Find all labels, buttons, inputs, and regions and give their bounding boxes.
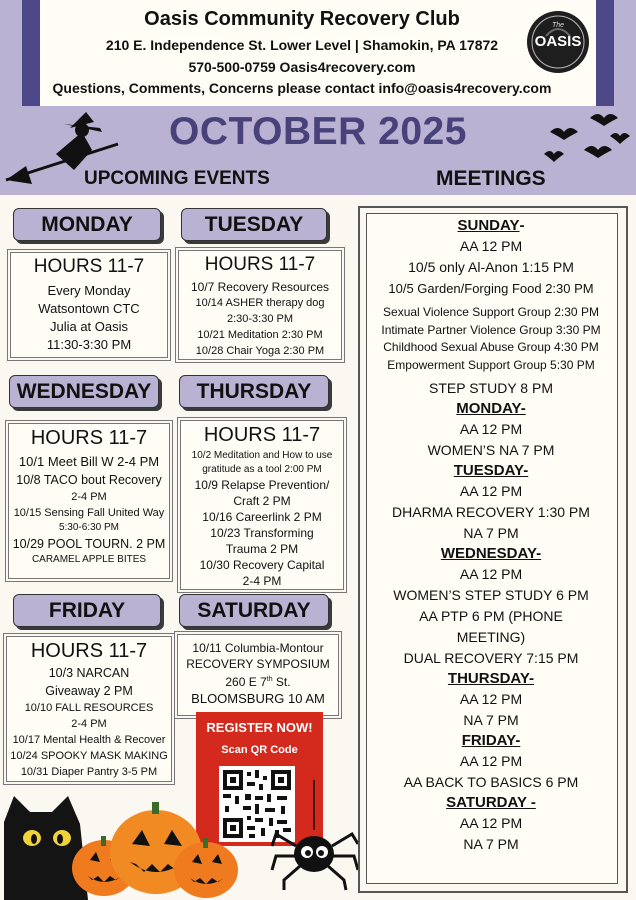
- monday-label: MONDAY: [13, 208, 161, 241]
- month-title: OCTOBER 2025: [169, 110, 467, 153]
- wednesday-event: 10/29 POOL TOURN. 2 PM: [12, 537, 166, 551]
- wednesday-hours: HOURS 11-7: [30, 427, 148, 449]
- wednesday-label: WEDNESDAY: [9, 375, 159, 408]
- tuesday-event: 10/21 Meditation 2:30 PM: [197, 329, 323, 341]
- saturday-event: RECOVERY SYMPOSIUM: [186, 657, 330, 671]
- wednesday-event: 10/15 Sensing Fall United Way: [13, 507, 165, 519]
- org-name: Oasis Community Recovery Club: [144, 8, 460, 30]
- meeting-item: NA 7 PM: [463, 525, 519, 541]
- friday-event: 10/31 Diaper Pantry 3-5 PM: [20, 766, 158, 778]
- friday-box: [6, 636, 172, 782]
- meeting-item: AA BACK TO BASICS 6 PM: [403, 774, 579, 790]
- meetings-monday-heading: MONDAY-: [456, 400, 526, 417]
- meeting-item: NA 7 PM: [463, 836, 519, 852]
- contact-line: 570-500-0759 Oasis4recovery.com: [188, 59, 416, 75]
- meeting-item: Empowerment Support Group 5:30 PM: [387, 357, 595, 372]
- friday-event: 10/17 Mental Health & Recover: [12, 734, 166, 746]
- meeting-item: STEP STUDY 8 PM: [429, 380, 553, 396]
- friday-label: FRIDAY: [13, 594, 161, 627]
- thursday-event: 2-4 PM: [242, 574, 282, 588]
- thursday-event: gratitude as a tool 2:00 PM: [202, 464, 322, 475]
- monday-event: 11:30-3:30 PM: [46, 337, 132, 352]
- meeting-item: AA PTP 6 PM (PHONE: [419, 608, 563, 624]
- oasis-logo: [526, 10, 590, 74]
- meeting-item: AA 12 PM: [459, 421, 523, 437]
- register-now-label[interactable]: REGISTER NOW!: [206, 720, 313, 735]
- thursday-hours: HOURS 11-7: [203, 424, 321, 446]
- saturday-label: SATURDAY: [179, 594, 329, 627]
- meeting-item: AA 12 PM: [459, 691, 523, 707]
- logo-text: OASIS: [534, 33, 582, 50]
- saturday-address-main: 260 E 7: [225, 675, 267, 689]
- thursday-event: Craft 2 PM: [233, 494, 291, 508]
- saturday-address-sup: th: [266, 676, 273, 683]
- meeting-item: AA 12 PM: [459, 753, 523, 769]
- saturday-place: BLOOMSBURG 10 AM: [191, 691, 325, 706]
- monday-hours: HOURS 11-7: [33, 256, 145, 277]
- meetings-tuesday-heading: TUESDAY-: [453, 462, 529, 479]
- meeting-item: MEETING): [456, 629, 526, 645]
- meetings-saturday-heading: SATURDAY -: [446, 794, 536, 811]
- wednesday-event: 10/1 Meet Bill W 2-4 PM: [18, 454, 160, 469]
- saturday-box: [177, 634, 339, 716]
- meeting-item: AA 12 PM: [459, 815, 523, 831]
- meeting-item: WOMEN’S NA 7 PM: [427, 442, 555, 458]
- meetings-thursday-heading: THURSDAY-: [447, 670, 535, 687]
- friday-hours: HOURS 11-7: [30, 640, 148, 662]
- thursday-event: 10/23 Transforming: [210, 526, 314, 540]
- meeting-item: DUAL RECOVERY 7:15 PM: [403, 650, 579, 666]
- friday-event: 10/24 SPOOKY MASK MAKING: [10, 750, 168, 762]
- saturday-event: 10/11 Columbia-Montour: [192, 641, 324, 655]
- thursday-event: 10/9 Relapse Prevention/: [194, 478, 330, 492]
- upcoming-events-heading: UPCOMING EVENTS: [84, 168, 270, 189]
- spider-icon: [270, 780, 362, 892]
- meetings-sunday-heading: [366, 216, 616, 236]
- meeting-item: AA 12 PM: [459, 238, 523, 254]
- monday-event: Julia at Oasis: [49, 319, 129, 334]
- questions-line: Questions, Comments, Concerns please contact info@oasis4recovery.com: [52, 80, 552, 96]
- monday-event: Watsontown CTC: [38, 301, 140, 316]
- thursday-box: [180, 420, 344, 590]
- meetings-sunday-heading-text: SUNDAY: [457, 217, 520, 234]
- tuesday-event: 10/28 Chair Yoga 2:30 PM: [195, 345, 325, 357]
- meeting-item: Intimate Partner Violence Group 3:30 PM: [381, 322, 601, 337]
- tuesday-hours: HOURS 11-7: [204, 254, 316, 275]
- meeting-item: AA 12 PM: [459, 483, 523, 499]
- meetings-friday-heading: FRIDAY-: [461, 732, 521, 749]
- meetings-wednesday-heading: WEDNESDAY-: [440, 545, 542, 562]
- friday-event: 2-4 PM: [71, 718, 107, 730]
- tuesday-box: [178, 250, 342, 360]
- scan-qr-label: Scan QR Code: [221, 744, 298, 756]
- friday-event: 10/10 FALL RESOURCES: [24, 702, 154, 714]
- wednesday-event: 2-4 PM: [71, 491, 107, 503]
- thursday-event: 10/16 Careerlink 2 PM: [202, 510, 322, 524]
- meeting-item: AA 12 PM: [459, 566, 523, 582]
- thursday-event: 10/30 Recovery Capital: [199, 558, 325, 572]
- wednesday-event: 5:30-6:30 PM: [58, 522, 120, 533]
- monday-event: Every Monday: [47, 283, 131, 298]
- meeting-item: NA 7 PM: [463, 712, 519, 728]
- monday-box: [10, 252, 168, 358]
- meeting-item: 10/5 Garden/Forging Food 2:30 PM: [388, 281, 594, 296]
- tuesday-event: 10/7 Recovery Resources: [190, 280, 330, 294]
- wednesday-event: 10/8 TACO bout Recovery: [16, 473, 162, 487]
- logo-small-text: The: [551, 22, 565, 29]
- meeting-item: 10/5 only Al-Anon 1:15 PM: [408, 259, 574, 275]
- friday-event: 10/3 NARCAN: [48, 666, 130, 680]
- saturday-address-end: St.: [272, 675, 291, 689]
- meetings-list: [366, 216, 616, 855]
- thursday-label: THURSDAY: [179, 375, 329, 408]
- saturday-address: [178, 672, 338, 690]
- wednesday-event: CARAMEL APPLE BITES: [31, 554, 147, 565]
- tuesday-event: 2:30-3:30 PM: [226, 313, 294, 325]
- tuesday-label: TUESDAY: [181, 208, 327, 241]
- meeting-item: Sexual Violence Support Group 2:30 PM: [383, 305, 599, 319]
- thursday-event: Trauma 2 PM: [225, 542, 299, 556]
- friday-event: Giveaway 2 PM: [45, 684, 133, 698]
- thursday-event: 10/2 Meditation and How to use: [191, 450, 333, 461]
- tuesday-event: 10/14 ASHER therapy dog: [195, 297, 325, 309]
- meetings-heading: MEETINGS: [436, 167, 546, 190]
- wednesday-box: [8, 423, 170, 579]
- meeting-item: DHARMA RECOVERY 1:30 PM: [392, 504, 590, 520]
- meetings-sunday-heading-suffix: -: [519, 217, 525, 234]
- meeting-item: Childhood Sexual Abuse Group 4:30 PM: [383, 340, 599, 354]
- meeting-item: WOMEN’S STEP STUDY 6 PM: [393, 587, 589, 603]
- jack-o-lanterns-icon: [66, 800, 242, 900]
- address-line: 210 E. Independence St. Lower Level | Shamokin, PA 17872: [105, 37, 499, 53]
- header-stripe-right: [596, 0, 614, 106]
